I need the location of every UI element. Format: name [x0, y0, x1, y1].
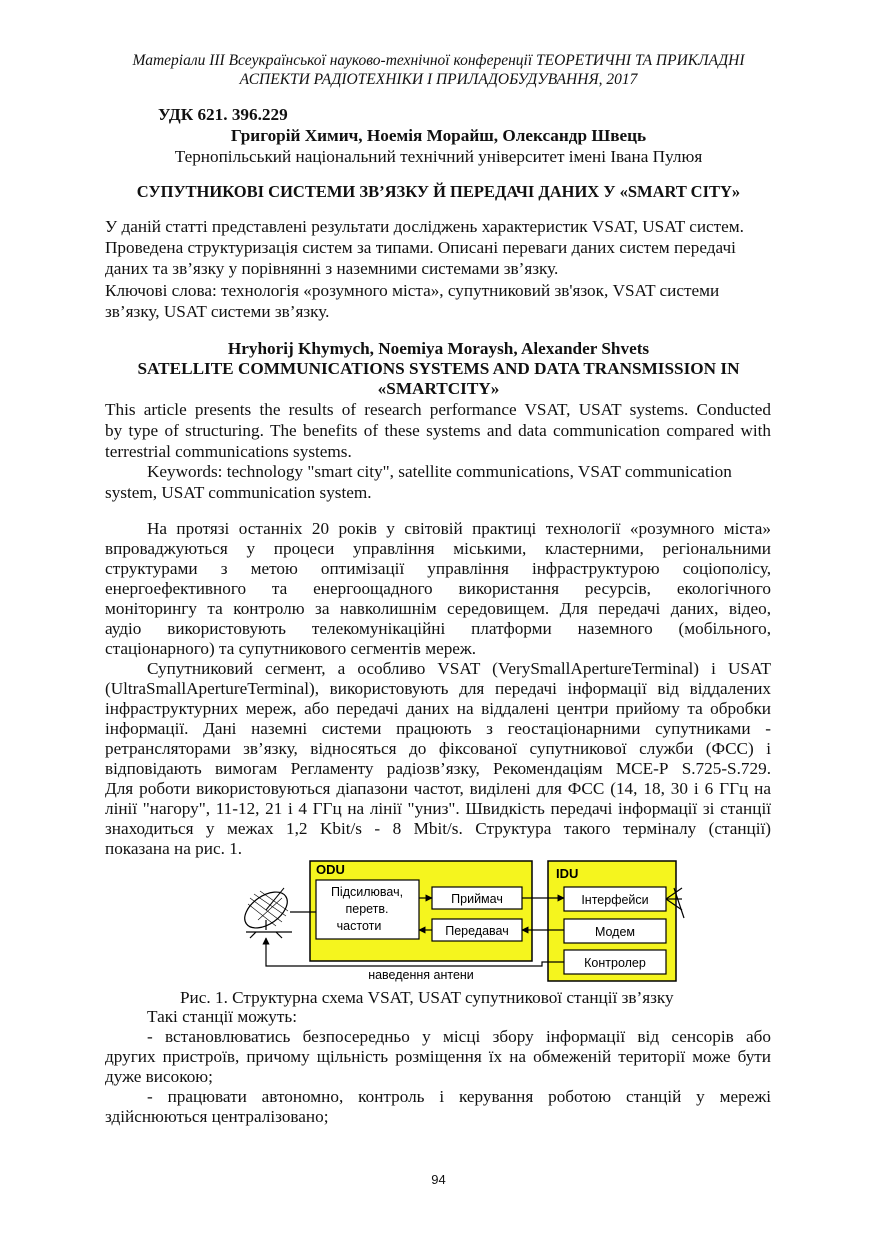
list-item-2-line-1: - працювати автономно, контроль і керування роботою станцій у мережі [147, 1087, 771, 1106]
antenna-pointing-label: наведення антени [368, 968, 474, 982]
para2-line-7: Для роботи використовуються діапазони частот, виділені для ФСС (14, 18, 30 і 6 ГГц на [105, 779, 771, 798]
list-intro: Такі станції можуть: [147, 1007, 297, 1026]
vsat-block-diagram [236, 858, 686, 988]
udk-code: УДК 621. 396.229 [158, 105, 288, 124]
abstract-ua-line-3: даних та зв’язку у порівнянні з наземними системами зв’язку. [105, 259, 559, 278]
authors-ua: Григорій Химич, Ноемія Морайш, Олександр Швець [230, 126, 647, 145]
para2-line-9: знаходиться у межах 1,2 Kbit/s - 8 Mbit/s. Структура такого терміналу (станції) [105, 819, 771, 838]
list-item-1-line-2: других пристроїв, причому щільність розміщення їх на обмеженій території може бути [105, 1047, 771, 1066]
amplifier-label-line-2: перетв. [345, 902, 389, 916]
para2-line-3: інфраструктурних мереж, або передачі даних на віддалені центри прийому та обробки [105, 699, 771, 718]
list-item-2-line-2: здійснюються централізовано; [105, 1107, 329, 1126]
para2-line-1: Супутниковий сегмент, а особливо VSAT (VerySmallApertureTerminal) і USAT [147, 659, 771, 678]
affiliation: Тернопільський національний технічний університет імені Івана Пулюя [174, 147, 703, 166]
title-en-line-1: SATELLITE COMMUNICATIONS SYSTEMS AND DATA TRANSMISSION IN [137, 359, 740, 378]
abstract-en-line-1: This article presents the results of research performance VSAT, USAT systems. Conducted [105, 400, 771, 419]
para1-line-4: енергоефективного та енергоощадного використання ресурсів, екологічного [105, 579, 771, 598]
abstract-en-line-3: terrestrial communications systems. [105, 442, 352, 461]
para1-line-2: впроваджуються у процеси управління міськими, кластерними, регіональними [105, 539, 771, 558]
receiver-label: Приймач [451, 892, 503, 906]
abstract-en-line-2: by type of structuring. The benefits of these systems and data communication compared with [105, 421, 771, 440]
title-ua: СУПУТНИКОВІ СИСТЕМИ ЗВ’ЯЗКУ Й ПЕРЕДАЧІ ДАНИХ У «SMART CITY» [136, 182, 741, 201]
para2-line-8: лінії "нагору", 11-12, 21 і 4 ГГц на лінії "униз". Швидкість передачі інформації зі станції [105, 799, 771, 818]
para1-line-6: аудіо використовують телекомунікаційні платформи наземного (мобільного, [105, 619, 771, 638]
abstract-ua-line-2: Проведена структуризація систем за типами. Описані переваги даних систем передачі [105, 238, 736, 257]
keywords-ua-line-1: Ключові слова: технологія «розумного міста», супутниковий зв'язок, VSAT системи [105, 281, 720, 300]
figure-caption: Рис. 1. Структурна схема VSAT, USAT супутникової станції зв’язку [180, 988, 674, 1007]
satellite-dish-icon [238, 885, 293, 938]
para1-line-5: моніторингу та контролю за навколишнім середовищем. Для передачі даних, відео, [105, 599, 771, 618]
idu-label: IDU [556, 866, 579, 881]
transmitter-label: Передавач [445, 924, 509, 938]
para2-line-5: ретрансляторами зв’язку, відносяться до фіксованої супутникової служби (ФСС) і [105, 739, 771, 758]
abstract-ua-line-1: У даній статті представлені результати досліджень характеристик VSAT, USAT систем. [105, 217, 744, 236]
para2-line-2: (UltraSmallApertureTerminal), використовують для передачі інформації від віддалених [105, 679, 771, 698]
authors-en: Hryhorij Khymych, Noemiya Moraysh, Alexander Shvets [227, 339, 650, 358]
amplifier-label-line-3: частоти [336, 919, 382, 933]
keywords-en-line-2: system, USAT communication system. [105, 483, 372, 502]
page-number: 94 [431, 1172, 446, 1187]
para1-line-7: стаціонарного) та супутникового сегментів мереж. [105, 639, 477, 658]
para2-line-4: інформації. Дані наземні системи працюють з геостаціонарними супутниками - [105, 719, 771, 738]
amplifier-label-line-1: Підсилювач, [330, 885, 404, 899]
interfaces-label: Інтерфейси [581, 893, 649, 907]
keywords-en-line-1: Keywords: technology "smart city", satellite communications, VSAT communication [147, 462, 732, 481]
para2-line-10: показана на рис. 1. [105, 839, 243, 858]
para2-line-6: відповідають вимогам Регламенту радіозв’язку, Рекомендаціям МСЕ-Р S.725-S.729. [105, 759, 771, 778]
para1-line-1: На протязі останніх 20 років у світовій практиці технології «розумного міста» [147, 519, 771, 538]
modem-label: Модем [594, 925, 636, 939]
list-item-1-line-1: - встановлюватись безпосередньо у місці збору інформації від сенсорів або [147, 1027, 771, 1046]
para1-line-3: структурами з метою оптимізації управління інфраструктурою соціополісу, [105, 559, 771, 578]
list-item-1-line-3: дуже високою; [105, 1067, 213, 1086]
title-en-line-2: «SMARTCITY» [377, 379, 500, 398]
conference-header-line-1: Матеріали ІІІ Всеукраїнської науково-технічної конференції ТЕОРЕТИЧНІ ТА ПРИКЛАДНІ [132, 52, 745, 69]
odu-label: ODU [316, 862, 345, 877]
controller-label: Контролер [584, 956, 646, 970]
keywords-ua-line-2: зв’язку, USAT системи зв’язку. [105, 302, 330, 321]
conference-header-line-2: АСПЕКТИ РАДІОТЕХНІКИ І ПРИЛАДОБУДУВАННЯ, 2017 [239, 71, 638, 88]
